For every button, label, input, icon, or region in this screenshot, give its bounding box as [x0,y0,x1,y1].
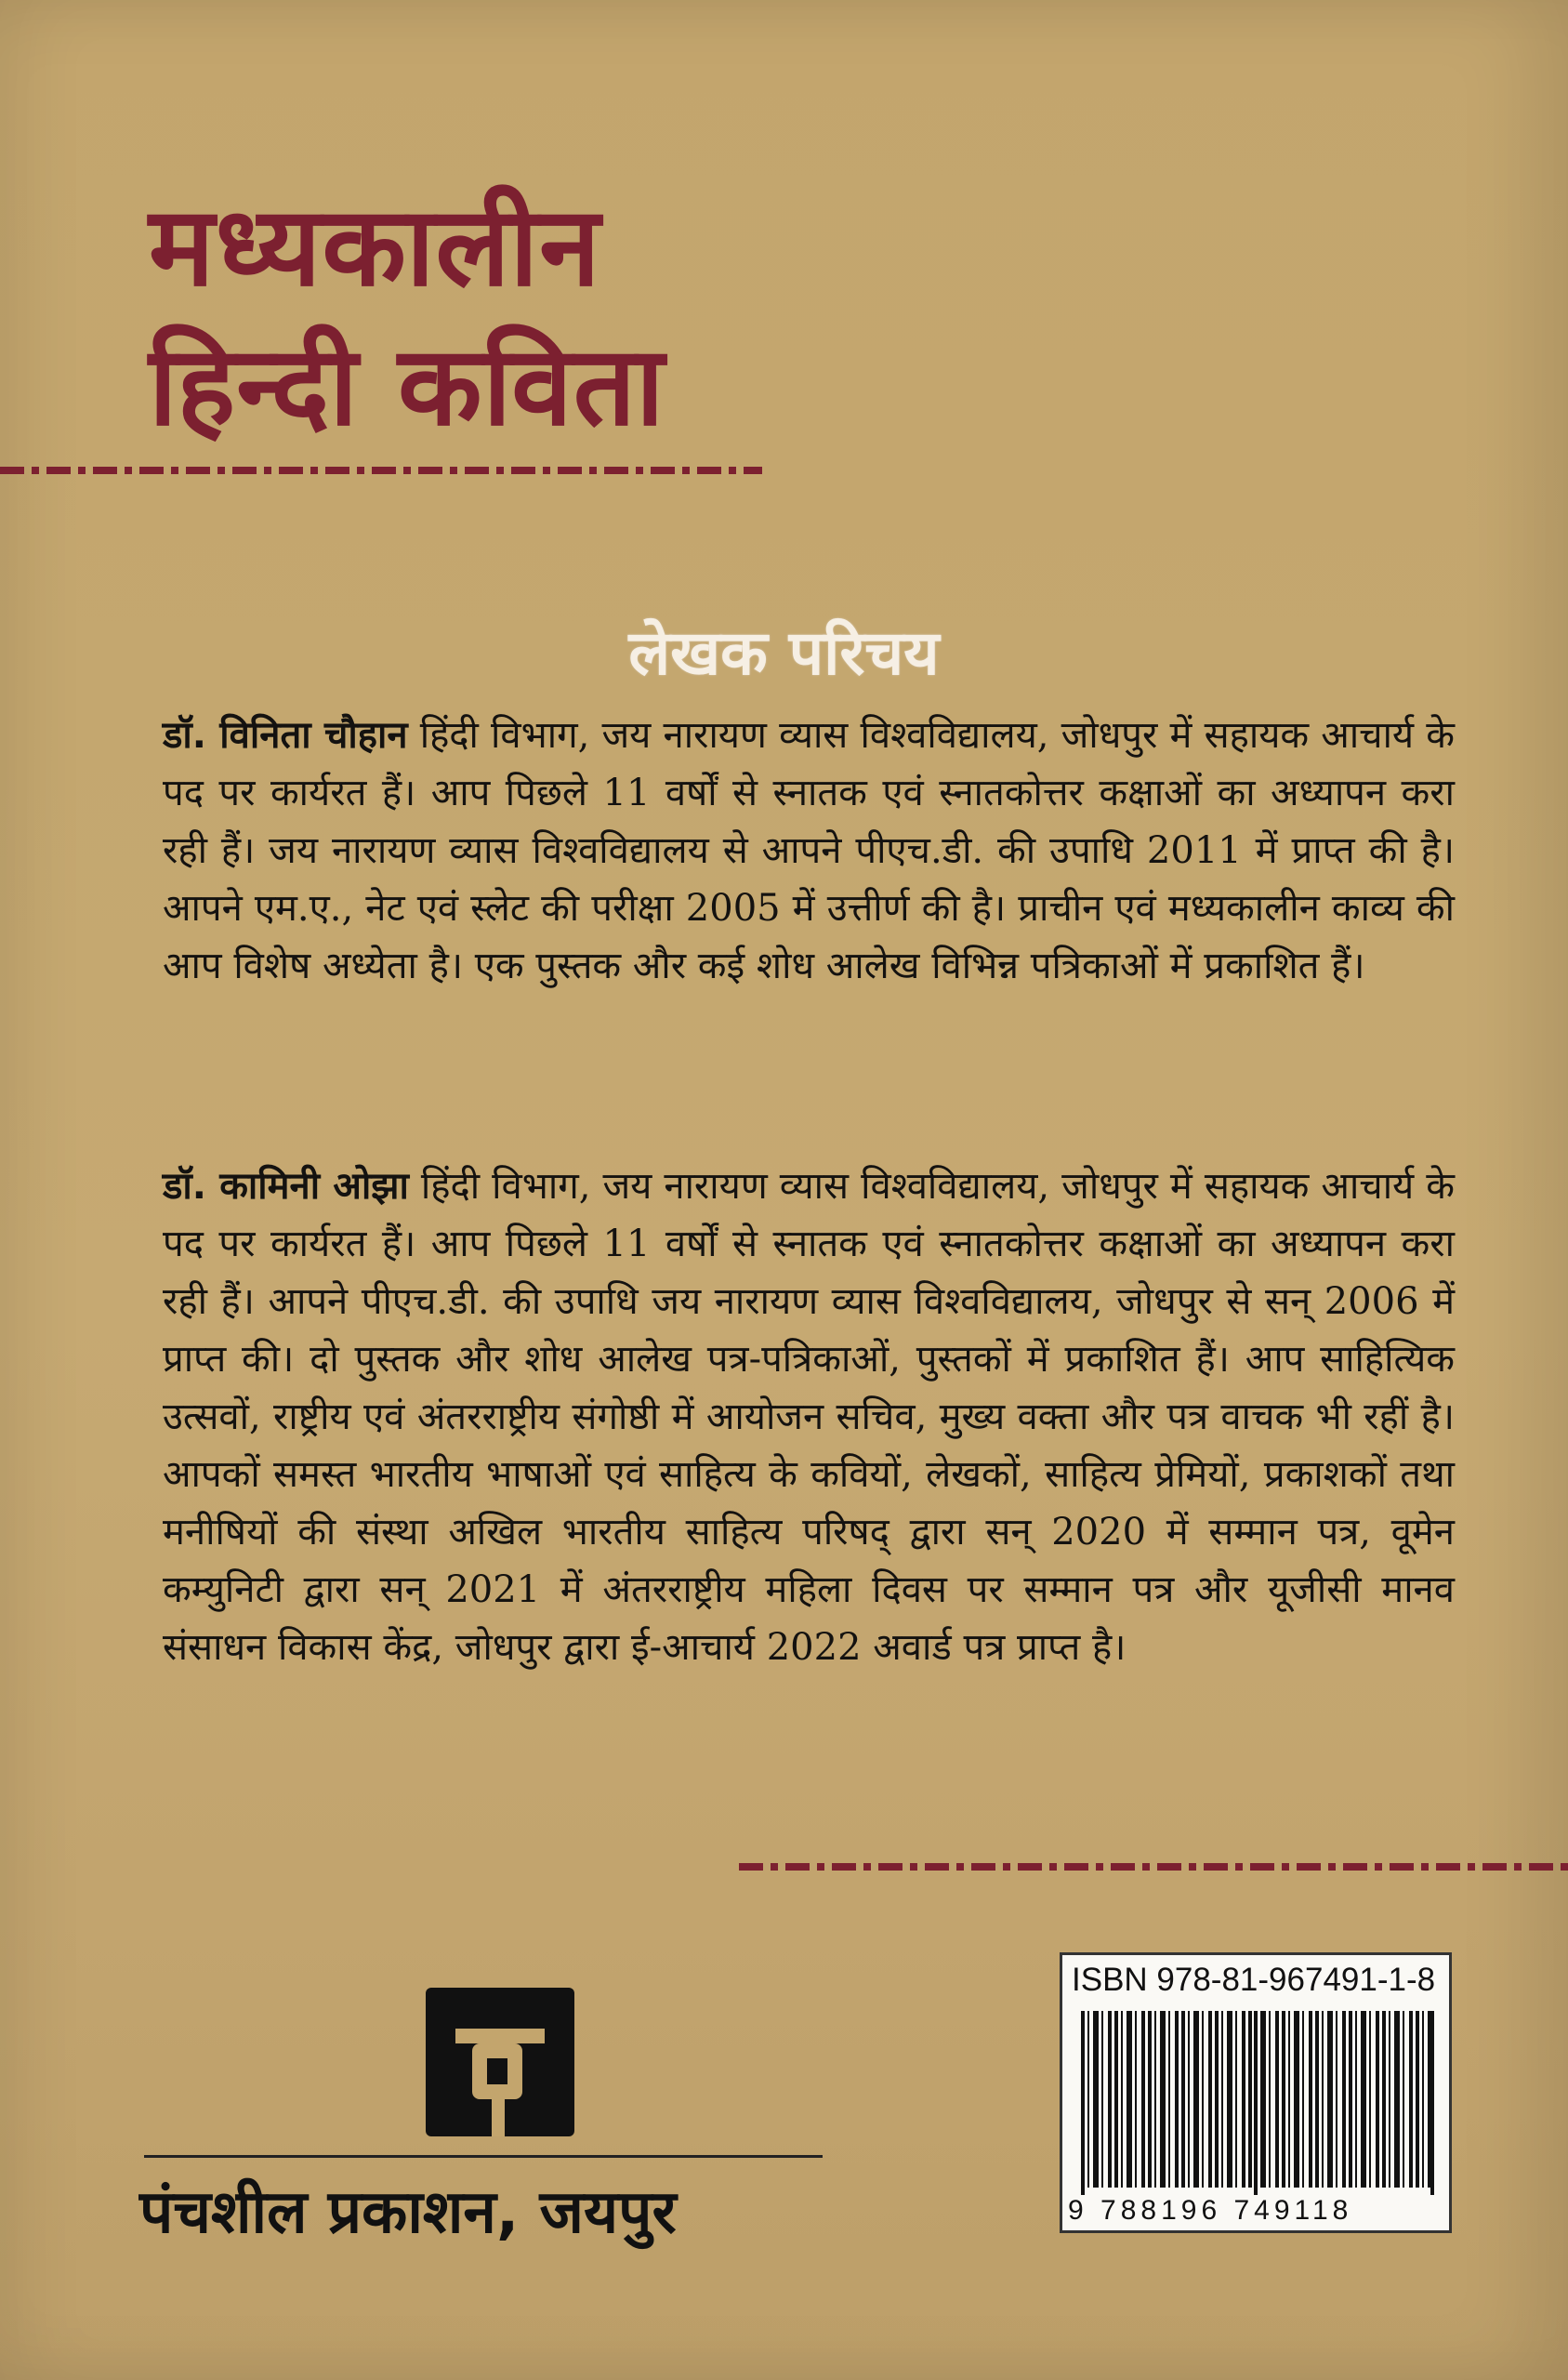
author-intro-heading: लेखक परिचय [628,617,940,689]
isbn-label: ISBN 978-81-967491-1-8 [1072,1962,1436,1998]
author-2-name: डॉ. कामिनी ओझा [163,1165,409,1208]
book-title [149,177,799,456]
title-line-2: हिन्दी कविता [149,322,665,450]
author-1-name: डॉ. विनिता चौहान [163,714,408,757]
barcode-guard-center [1254,2011,1258,2206]
barcode-bars [1081,2011,1434,2188]
logo-bar [455,2029,545,2043]
title-line-1: मध्यकालीन [149,182,601,311]
author-2-bio-text: हिंदी विभाग, जय नारायण व्यास विश्वविद्यालय, जोधपुर में सहायक आचार्य के पद पर कार्यरत हैं। आप पिछले 11 वर्षों से स्नातक एवं स्नातकोत्तर कक्षाओं का अध्यापन करा रही हैं। आपने पीएच.डी. की उपाधि जय नारायण व्यास विश्वविद्यालय, जोधपुर से सन् 2006 में प्राप्त की। दो पुस्तक और शोध आलेख पत्र-पत्रिकाओं, पुस्तकों में प्रकाशित हैं। आप साहित्यिक उत्सवों, राष्ट्रीय एवं अंतरराष्ट्रीय संगोष्ठी में आयोजन सचिव, मुख्य वक्ता और पत्र वाचक भी रहीं है। आपकों समस्त भारतीय भाषाओं एवं साहित्य के कवियों, लेखकों, साहित्य प्रेमियों, प्रकाशकों तथा मनीषियों की संस्था अखिल भारतीय साहित्य परिषद् द्वारा सन् 2020 में सम्मान पत्र, वूमेन कम्युनिटी द्वारा सन् 2021 में अंतरराष्ट्रीय महिला दिवस पर सम्मान पत्र और यूजीसी मानव संसाधन विकास केंद्र, जोधपुर द्वारा ई-आचार्य 2022 अवार्ड पत्र प्राप्त है। [163,1165,1456,1669]
decorative-divider-top [0,467,762,474]
publisher-logo-icon [426,1988,574,2136]
publisher-name: पंचशील प्रकाशन, जयपुर [139,2178,677,2247]
author-1-bio-text: हिंदी विभाग, जय नारायण व्यास विश्वविद्यालय, जोधपुर में सहायक आचार्य के पद पर कार्यरत हैं। आप पिछले 11 वर्षों से स्नातक एवं स्नातकोत्तर कक्षाओं का अध्यापन करा रही हैं। जय नारायण व्यास विश्वविद्यालय से आपने पीएच.डी. की उपाधि 2011 में प्राप्त की है। आपने एम.ए., नेट एवं स्लेट की परीक्षा 2005 में उत्तीर्ण की है। प्राचीन एवं मध्यकालीन काव्य की आप विशेष अध्येता है। एक पुस्तक और कई शोध आलेख विभिन्न पत्रिकाओं में प्रकाशित हैं। [163,714,1455,987]
isbn-barcode [1060,1952,1452,2233]
barcode-guard-right [1430,2011,1434,2206]
barcode-number: 9 788196 749118 [1068,2195,1445,2227]
author-bio-1 [163,707,1455,995]
decorative-divider-bottom [739,1863,1568,1871]
publisher-divider [144,2155,823,2158]
logo-stem [492,2097,505,2136]
barcode-guard-left [1081,2011,1085,2206]
author-bio-2 [163,1157,1455,1676]
logo-loop [472,2043,522,2099]
